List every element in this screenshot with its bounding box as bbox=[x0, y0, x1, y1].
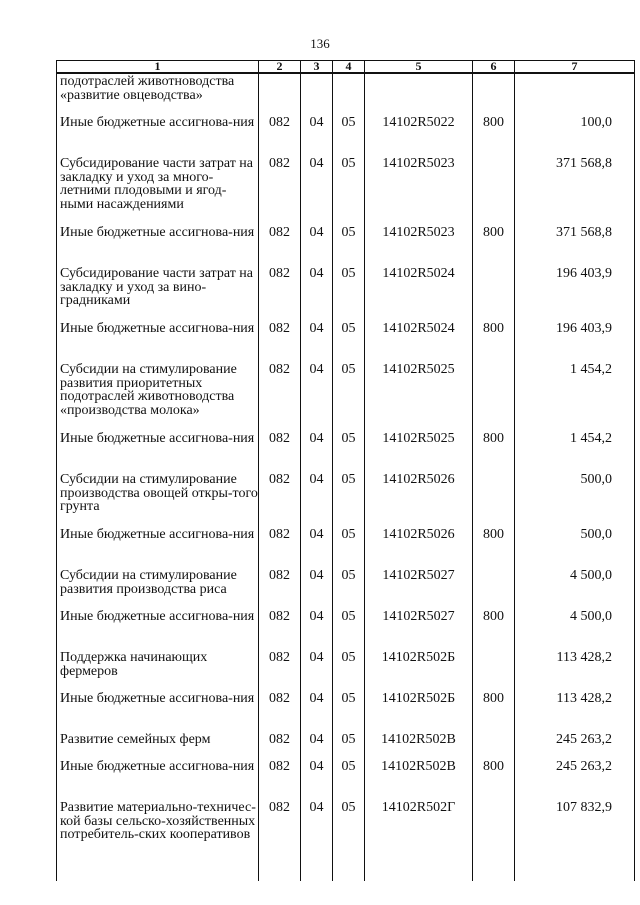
subsection-code: 05 bbox=[333, 566, 365, 607]
amount: 371 568,8 bbox=[515, 154, 635, 223]
subsection-code: 05 bbox=[333, 689, 365, 730]
ministry-code: 082 bbox=[259, 689, 301, 730]
ministry-code: 082 bbox=[259, 319, 301, 360]
section-code: 04 bbox=[301, 730, 333, 757]
target-article-code: 14102R502Б bbox=[365, 689, 473, 730]
item-name: Иные бюджетные ассигнова-ния bbox=[57, 319, 259, 360]
item-name: Иные бюджетные ассигнова-ния bbox=[57, 757, 259, 798]
expense-type-code: 800 bbox=[473, 525, 515, 566]
target-article-code: 14102R5027 bbox=[365, 566, 473, 607]
table-row bbox=[57, 264, 635, 319]
section-code: 04 bbox=[301, 470, 333, 525]
subsection-code: 05 bbox=[333, 360, 365, 429]
ministry-code: 082 bbox=[259, 223, 301, 264]
subsection-code: 05 bbox=[333, 648, 365, 689]
table-row bbox=[57, 566, 635, 607]
item-name: Иные бюджетные ассигнова-ния bbox=[57, 223, 259, 264]
amount: 196 403,9 bbox=[515, 264, 635, 319]
item-name: Субсидирование части затрат на закладку и уход за вино-градниками bbox=[57, 264, 259, 319]
subsection-code: 05 bbox=[333, 113, 365, 154]
item-name: Субсидирование части затрат на закладку и уход за много-летними плодовыми и ягод-ными насаждениями bbox=[57, 154, 259, 223]
expense-type-code bbox=[473, 648, 515, 689]
target-article-code: 14102R502В bbox=[365, 730, 473, 757]
table-body bbox=[57, 73, 635, 881]
ministry-code: 082 bbox=[259, 154, 301, 223]
subsection-code: 05 bbox=[333, 429, 365, 470]
amount: 196 403,9 bbox=[515, 319, 635, 360]
amount: 4 500,0 bbox=[515, 566, 635, 607]
item-name: Субсидии на стимулирование развития приоритетных подотраслей животноводства «производства молока» bbox=[57, 360, 259, 429]
table-row bbox=[57, 223, 635, 264]
target-article-code: 14102R5027 bbox=[365, 607, 473, 648]
target-article-code: 14102R5023 bbox=[365, 223, 473, 264]
target-article-code bbox=[365, 73, 473, 113]
target-article-code: 14102R5025 bbox=[365, 360, 473, 429]
amount: 113 428,2 bbox=[515, 689, 635, 730]
target-article-code: 14102R502Б bbox=[365, 648, 473, 689]
item-name: подотраслей животноводства «развитие овцеводства» bbox=[57, 73, 259, 113]
subsection-code: 05 bbox=[333, 757, 365, 798]
subsection-code: 05 bbox=[333, 730, 365, 757]
section-code: 04 bbox=[301, 223, 333, 264]
expense-type-code bbox=[473, 566, 515, 607]
subsection-code: 05 bbox=[333, 264, 365, 319]
subsection-code: 05 bbox=[333, 223, 365, 264]
amount: 245 263,2 bbox=[515, 730, 635, 757]
item-name: Иные бюджетные ассигнова-ния bbox=[57, 113, 259, 154]
table-row bbox=[57, 470, 635, 525]
subsection-code: 05 bbox=[333, 154, 365, 223]
col-header-4: 4 bbox=[333, 61, 365, 74]
ministry-code: 082 bbox=[259, 470, 301, 525]
ministry-code: 082 bbox=[259, 757, 301, 798]
amount: 500,0 bbox=[515, 525, 635, 566]
section-code: 04 bbox=[301, 525, 333, 566]
col-header-1: 1 bbox=[57, 61, 259, 74]
amount: 371 568,8 bbox=[515, 223, 635, 264]
expense-type-code bbox=[473, 730, 515, 757]
expense-type-code: 800 bbox=[473, 223, 515, 264]
section-code: 04 bbox=[301, 360, 333, 429]
expense-type-code: 800 bbox=[473, 429, 515, 470]
expense-type-code: 800 bbox=[473, 607, 515, 648]
subsection-code: 05 bbox=[333, 798, 365, 881]
ministry-code: 082 bbox=[259, 798, 301, 881]
col-header-6: 6 bbox=[473, 61, 515, 74]
expense-type-code: 800 bbox=[473, 319, 515, 360]
item-name: Поддержка начинающих фермеров bbox=[57, 648, 259, 689]
section-code: 04 bbox=[301, 566, 333, 607]
section-code: 04 bbox=[301, 429, 333, 470]
table-row bbox=[57, 360, 635, 429]
table-row bbox=[57, 648, 635, 689]
expense-type-code bbox=[473, 73, 515, 113]
amount: 113 428,2 bbox=[515, 648, 635, 689]
col-header-3: 3 bbox=[301, 61, 333, 74]
table-row bbox=[57, 607, 635, 648]
table-row bbox=[57, 757, 635, 798]
table-row bbox=[57, 319, 635, 360]
table-row bbox=[57, 689, 635, 730]
target-article-code: 14102R5026 bbox=[365, 525, 473, 566]
table-row bbox=[57, 154, 635, 223]
subsection-code: 05 bbox=[333, 607, 365, 648]
table-row bbox=[57, 798, 635, 881]
amount: 107 832,9 bbox=[515, 798, 635, 881]
subsection-code: 05 bbox=[333, 525, 365, 566]
col-header-2: 2 bbox=[259, 61, 301, 74]
expense-type-code bbox=[473, 154, 515, 223]
table-row bbox=[57, 525, 635, 566]
expense-type-code: 800 bbox=[473, 689, 515, 730]
target-article-code: 14102R5024 bbox=[365, 319, 473, 360]
item-name: Иные бюджетные ассигнова-ния bbox=[57, 689, 259, 730]
page-number: 136 bbox=[310, 36, 330, 51]
target-article-code: 14102R5022 bbox=[365, 113, 473, 154]
subsection-code bbox=[333, 73, 365, 113]
ministry-code: 082 bbox=[259, 525, 301, 566]
amount bbox=[515, 73, 635, 113]
ministry-code: 082 bbox=[259, 730, 301, 757]
section-code: 04 bbox=[301, 607, 333, 648]
ministry-code: 082 bbox=[259, 429, 301, 470]
expense-type-code bbox=[473, 470, 515, 525]
target-article-code: 14102R5026 bbox=[365, 470, 473, 525]
subsection-code: 05 bbox=[333, 470, 365, 525]
target-article-code: 14102R502Г bbox=[365, 798, 473, 881]
section-code: 04 bbox=[301, 113, 333, 154]
amount: 1 454,2 bbox=[515, 360, 635, 429]
target-article-code: 14102R5024 bbox=[365, 264, 473, 319]
amount: 100,0 bbox=[515, 113, 635, 154]
amount: 1 454,2 bbox=[515, 429, 635, 470]
header-row bbox=[57, 61, 635, 74]
section-code bbox=[301, 73, 333, 113]
amount: 245 263,2 bbox=[515, 757, 635, 798]
item-name: Субсидии на стимулирование производства овощей откры-того грунта bbox=[57, 470, 259, 525]
table-row bbox=[57, 73, 635, 113]
target-article-code: 14102R5025 bbox=[365, 429, 473, 470]
expense-type-code: 800 bbox=[473, 113, 515, 154]
budget-table bbox=[56, 60, 635, 881]
item-name: Иные бюджетные ассигнова-ния bbox=[57, 429, 259, 470]
section-code: 04 bbox=[301, 648, 333, 689]
expense-type-code bbox=[473, 798, 515, 881]
ministry-code: 082 bbox=[259, 360, 301, 429]
target-article-code: 14102R5023 bbox=[365, 154, 473, 223]
expense-type-code bbox=[473, 360, 515, 429]
ministry-code: 082 bbox=[259, 566, 301, 607]
table-row bbox=[57, 113, 635, 154]
table-row bbox=[57, 730, 635, 757]
item-name: Развитие семейных ферм bbox=[57, 730, 259, 757]
subsection-code: 05 bbox=[333, 319, 365, 360]
section-code: 04 bbox=[301, 689, 333, 730]
item-name: Иные бюджетные ассигнова-ния bbox=[57, 607, 259, 648]
section-code: 04 bbox=[301, 264, 333, 319]
expense-type-code bbox=[473, 264, 515, 319]
item-name: Субсидии на стимулирование развития производства риса bbox=[57, 566, 259, 607]
ministry-code: 082 bbox=[259, 113, 301, 154]
section-code: 04 bbox=[301, 798, 333, 881]
target-article-code: 14102R502В bbox=[365, 757, 473, 798]
amount: 4 500,0 bbox=[515, 607, 635, 648]
section-code: 04 bbox=[301, 319, 333, 360]
item-name: Иные бюджетные ассигнова-ния bbox=[57, 525, 259, 566]
expense-type-code: 800 bbox=[473, 757, 515, 798]
ministry-code: 082 bbox=[259, 607, 301, 648]
col-header-5: 5 bbox=[365, 61, 473, 74]
section-code: 04 bbox=[301, 757, 333, 798]
amount: 500,0 bbox=[515, 470, 635, 525]
ministry-code: 082 bbox=[259, 264, 301, 319]
ministry-code: 082 bbox=[259, 648, 301, 689]
section-code: 04 bbox=[301, 154, 333, 223]
ministry-code bbox=[259, 73, 301, 113]
col-header-7: 7 bbox=[515, 61, 635, 74]
table-row bbox=[57, 429, 635, 470]
item-name: Развитие материально-техничес-кой базы сельско-хозяйственных потребитель-ских кооперативов bbox=[57, 798, 259, 881]
